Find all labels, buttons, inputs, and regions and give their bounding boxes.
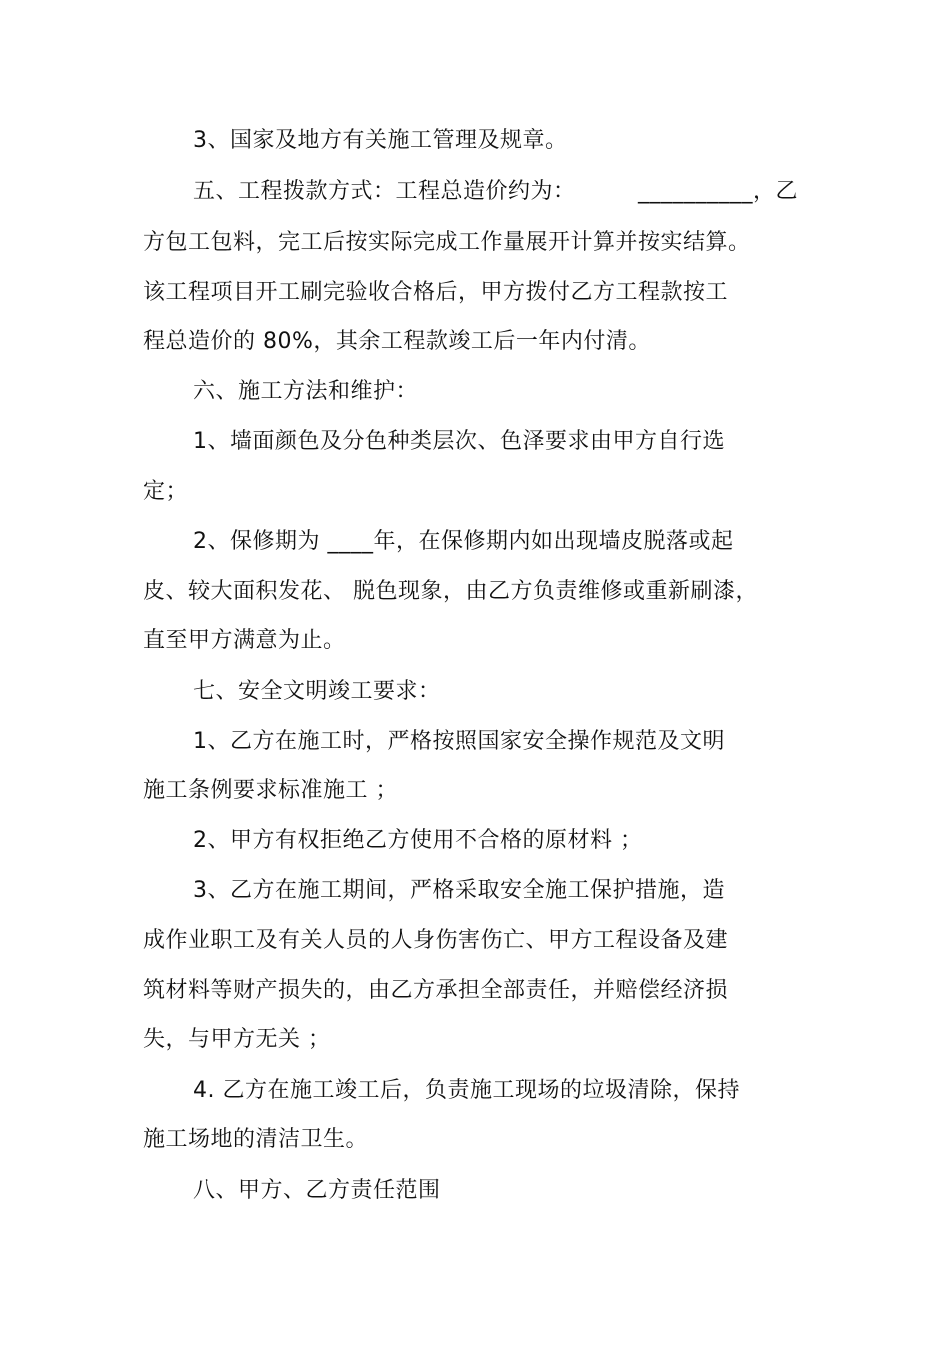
text-line: 施工条例要求标准施工 ； bbox=[143, 778, 398, 803]
section-heading: 七、安全文明竣工要求： bbox=[193, 679, 441, 704]
text-line: 失，与甲方无关 ； bbox=[143, 1027, 331, 1052]
section-heading: 八、甲方、乙方责任范围 bbox=[193, 1178, 441, 1203]
text-line: 定； bbox=[143, 479, 189, 504]
text-line: 1、乙方在施工时，严格按照国家安全操作规范及文明 bbox=[193, 729, 725, 754]
text-line: 皮、较大面积发花、 脱色现象，由乙方负责维修或重新刷漆， bbox=[143, 579, 758, 604]
text-line: 2、甲方有权拒绝乙方使用不合格的原材料 ； bbox=[193, 828, 643, 853]
text-line: 成作业职工及有关人员的人身伤害伤亡、甲方工程设备及建 bbox=[143, 928, 729, 953]
text-line: 1、墙面颜色及分色种类层次、色泽要求由甲方自行选 bbox=[193, 429, 725, 454]
text-line: 3、国家及地方有关施工管理及规章。 bbox=[193, 128, 568, 153]
text-line: 该工程项目开工刷完验收合格后，甲方拨付乙方工程款按工 bbox=[143, 280, 729, 305]
text-line: 五、工程拨款方式：工程总造价约为： bbox=[193, 179, 576, 204]
text-line: 筑材料等财产损失的，由乙方承担全部责任，并赔偿经济损 bbox=[143, 978, 729, 1003]
text-line: 4. 乙方在施工竣工后，负责施工现场的垃圾清除，保持 bbox=[193, 1078, 740, 1103]
text-line: 方包工包料，完工后按实际完成工作量展开计算并按实结算。 bbox=[143, 230, 751, 255]
text-line: 施工场地的清洁卫生。 bbox=[143, 1127, 369, 1152]
section-heading: 六、施工方法和维护： bbox=[193, 379, 419, 404]
text-line: 3、乙方在施工期间，严格采取安全施工保护措施，造 bbox=[193, 878, 725, 903]
text-line: 程总造价的 80%，其余工程款竣工后一年内付清。 bbox=[143, 329, 651, 354]
text-line: __________，乙 bbox=[638, 179, 799, 204]
text-line: 2、保修期为 ____年，在保修期内如出现墙皮脱落或起 bbox=[193, 529, 734, 554]
text-line: 直至甲方满意为止。 bbox=[143, 628, 346, 653]
